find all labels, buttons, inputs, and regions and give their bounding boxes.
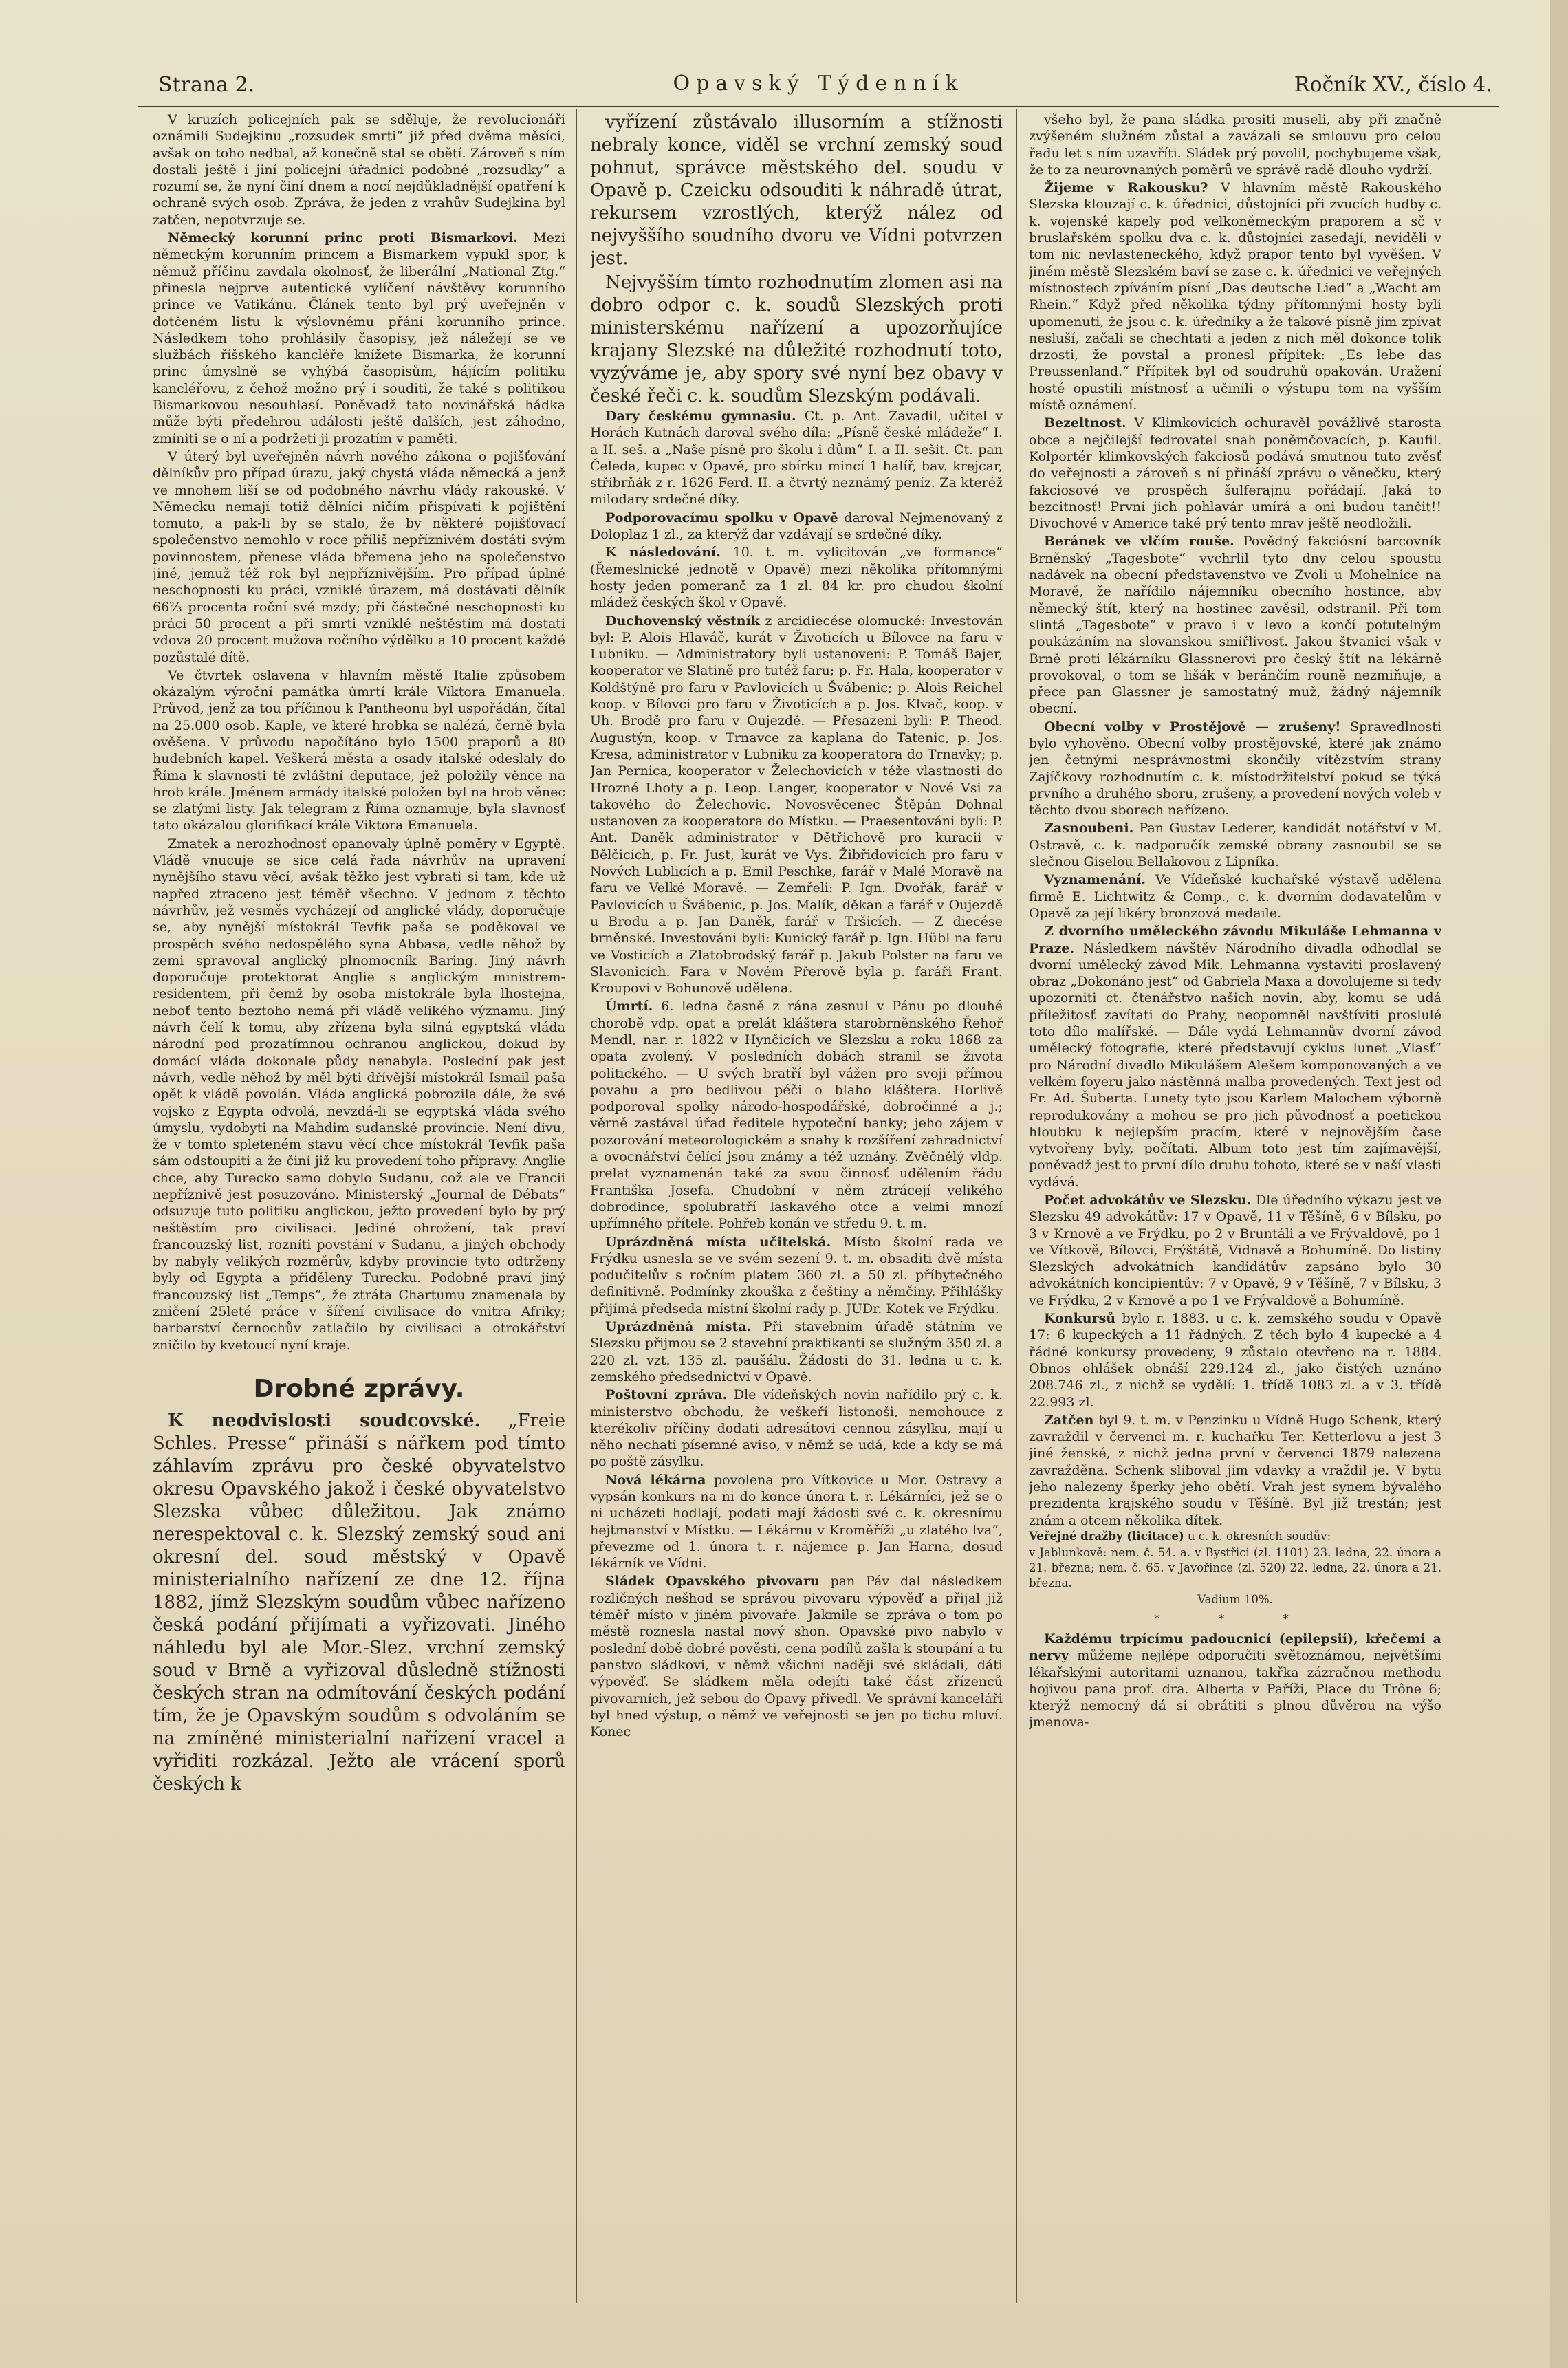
article-heading: Konkursů [1044, 1311, 1116, 1327]
article [1029, 923, 1441, 1191]
article [590, 408, 1003, 508]
notices [1029, 1529, 1441, 1627]
article-heading: Uprázdněná místa. [605, 1319, 752, 1335]
article-text: V Klimkovicích ochuravěl povážlivě starosta obce a nejčilejší fedrovatel snah poněmčovacích, p. Kaufil. Kolportér klimkovských fakciosů podává smutnou tuto zvěsť do veřejnosti a zároveň s ní přináší zprávu o věnečku, který fakciosové ve prospěch šulferajnu pořádají. Jaká to bezcitnosť! První jich pohlavár umírá a oni budou tančit!! Divochové v Americe také prý tento mrav ještě neodložili. [1029, 415, 1441, 532]
column-1-big-article [153, 1410, 565, 1796]
article-heading: Německý korunní princ proti Bismarkovi. [168, 230, 518, 246]
article-text: Dle úředního výkazu jest ve Slezsku 49 advokátův: 17 v Opavě, 11 v Těšíně, 6 v Bílsku, po 3 v Krnově a ve Frýdku, po 2 v Bruntáli a ve Frývaldově, po 1 ve Vítkově, Bílovci, Frýštátě, Vidnavě a Bohumíně. Do listiny Slezských advokátních kandidátův zapsáno bylo 30 advokátních koncipientův: 7 v Opavě, 9 v Těšíně, 7 v Bílsku, 3 ve Frýdku, 2 v Krnově a po 1 ve Frývaldově a Bohumíně. [1029, 1193, 1441, 1308]
article-heading: K následování. [605, 545, 721, 561]
article-heading: K neodvislosti soudcovské. [168, 1411, 481, 1432]
section-title: Drobné zprávy. [253, 1374, 465, 1403]
article-text: Následkem návštěv Národního divadla odhodlal se dvorní umělecký závod Mik. Lehmanna vystaviti proslavený obraz „Dokonáno jest“ od Gabriela Maxa a dovolujeme si tedy upozorniti ct. čtenářstvo našich novin, aby, komu se udá příležitosť zavítati do Prahy, neopomněl navštíviti proslulé toto dílo malířské. — Dále vydá Lehmannův dvorní závod umělecký fotografie, které představují cyklus lunet „Vlasť“ pro Národní divadlo Mikulášem Alešem komponovaných a ve velkém foyeru jako nástěnná malba provedených. Text jest od Fr. Ad. Šuberta. Lunety tyto jsou Karlem Malochem výborně reprodukovány a mohou se pro jich původnosť a poetickou hloubku k nejlepším pracím, které v nejnovějším čase vytvořeny byly, počítati. Album toto jest tím zajímavější, poněvadž jest to první dílo druhu tohoto, které se v naší vlasti vydává. [1029, 940, 1441, 1190]
article-text: Mezi německým korunním princem a Bismarkem vypukl spor, k němuž příčinu zavdala okolnosť, že liberální „National Ztg.“ přinesla nejprve autentické vylíčení návštěvy korunního prince ve Vatikánu. Článek tento byl prý uveřejněn v dotčeném listu k výslovnému přání korunního prince. Následkem toho prohlásily časopisy, jež náležejí se ve službách říšského kancléře knížete Bismarka, že korunní princ úmyslně se vyhýbá časopisům, hájícím politiku kancléřovu, z čehož možno prý i souditi, že také s politikou Bismarkovou nesouhlasí. Poněvadž tato novinářská hádka může býti předehrou události ještě dalších, jest záhodno, zmíniti se o ní a podržeti ji prozatím v paměti. [153, 230, 565, 446]
article-text: Spravedlnosti bylo vyhověno. Obecní volby prostějovské, které jak známo jen četnými nesprávnostmi skončily vítězstvím strany Zajíčkovy rozhodnutím c. k. místodržitelství pokud se týká prvního a druhého sboru, zrušeny, a provedení nových voleb v těchto dvou sborech nařízeno. [1029, 719, 1441, 818]
column-1 [153, 111, 565, 2285]
article [590, 998, 1003, 1232]
article-text: „Freie Schles. Presse“ přináší s nářkem pod tímto záhlavím zprávu pro české obyvatelstvo okresu Opavského jakož i české obyvatelstvo Slezska vůbec důležitou. Jak známo nerespektoval c. k. Slezský zemský soud ani okresní del. soud městský v Opavě ministerialního nařízení ze dne 12. října 1882, jímž Slezským soudům vůbec nařízeno česká podání přijímati a vyřizovati. Jiného náhledu byl ale Mor.-Slez. vrchní zemský soud v Brně a vyřizoval důsledně stížnosti českých stran na odmítování českých podání tím, že je Opavským soudům s odvoláním se na zmíněné ministerialní nařízení vracel a vyřiditi rozkázal. Ježto ale vrácení sporů českých k [153, 1411, 565, 1795]
article-text: z arcidiecése olomucké: Investován byl: P. Alois Hlaváč, kurát v Životicích u Bílovce na faru v Lubniku. — Administratory byli ustanoveni: P. Tomáš Bajer, kooperator ve Slatině pro tutéž faru; p. Fr. Hala, kooperator v Koldštýně pro faru v Pavlovicích u Švábenic; p. Alois Reichel koop. v Bílovci pro faru v Životicích a p. Jos. Klvač, koop. v Uh. Brodě pro faru v Oujezdě. — Přesazeni byli: P. Theod. Augustýn, koop. v Trnavce za kaplana do Tatenic, p. Jos. Kresa, administrator v Lubniku za kooperatora do Trnavky; p. Jan Pernica, kooperator v Želechovicích v téže vlastnosti do Hrozné Lhoty a p. Leop. Langer, kooperator v Nové Vsi za takového do Želechovic. Novosvěcenec Štěpán Dohnal ustanoven za kooperatora do Místku. — Praesentováni byli: P. Ant. Daněk administrator v Dětřichově pro kuracii v Bělčicích, p. Fr. Just, kurát ve Vys. Žibřidovicích pro faru v Nových Lublicích a p. Emil Peschke, farář v Malé Moravě na faru ve Velké Moravě. — Zemřeli: P. Ign. Dvořák, farář v Pavlovicích u Švábenic, p. Jos. Malík, děkan a farář v Oujezdě u Brodu a p. Jan Daněk, farář v Tršicích. — Z diecése brněnské. Investováni byli: Kunický farář p. Ign. Hübl na faru ve Vosticích a Zlatobrodský farář p. Jakub Polster na faru ve Slavonicích. Fara v Novém Přerově byla p. faráři Frant. Kroupovi v Bohunově udělena. [590, 613, 1003, 997]
article-heading: Zatčen [1044, 1412, 1094, 1428]
article [153, 230, 565, 447]
advert-heading: Každému trpícímu padoucnicí (epilepsií), křečemi a nervy [1029, 1631, 1441, 1664]
article-text: Ve čtvrtek oslavena v hlavním městě Italie způsobem okázalým výroční památka úmrtí krále Viktora Emanuela. Průvod, jenž za tou příčinou k Pantheonu byl uspořádán, čítal na 25.000 osob. Kaple, ve které hrobka se nalézá, černě byla ověšena. V průvodu napočítáno bylo 1500 praporů a 80 hudebních kapel. Veškerá města a osady italské odeslaly do Říma k slavnosti té zvláštní deputace, jež položily věnce na hrob krále. Jménem armády italské položen byl na hrob věnec se zlatými listy. Jak telegram z Říma oznamuje, byla slavnosť tato okázalou glorifikací krále Viktora Emanuela. [153, 667, 565, 834]
header-rule [138, 105, 1499, 107]
article [1029, 1412, 1441, 1529]
article [590, 1234, 1003, 1317]
article [590, 272, 1003, 408]
article-heading: Duchovenský věstník [605, 613, 760, 629]
article [590, 510, 1003, 543]
article-text: 10. t. m. vylicitován „ve formance“ (Řemeslnické jednotě v Opavě) mezi několika přítomnými hosty jeden pomeranč za 1 zl. 84 kr. pro chudou školní mládež českých škol v Opavě. [590, 545, 1003, 611]
auction-line: v Jablunkově: nem. č. 54. a. v Bystřici (zl. 1101) 23. ledna, 22. února a 21. března; nem. č. 65. v Javořince (zl. 520) 22. ledna, 22. února a 21. března. [1029, 1545, 1441, 1589]
article-text: Pan Gustav Lederer, kandidát notářství v M. Ostravě, c. k. nadporučík zemské obrany zasnoubil se se slečnou Giselou Bellakovou z Lipníka. [1029, 821, 1441, 870]
auction-line: Vadium 10%. [1197, 1592, 1273, 1606]
article-text: V hlavním městě Rakouského Slezska klouzají c. k. úřednici, důstojníci při zvucích hudby c. k. vojenské kapely pod velkoněmeckým praporem a sč v bruslařském spolku dva c. k. důstojníci zasedají, neviděli v tom nic nevlasteneckého, když prapor tento byl vyvěšen. V jiném městě Slezském baví se zase c. k. úřednici ve veřejných místnostech zpíváním písní „Das deutsche Lied“ a „Wacht am Rhein.“ Když před několika týdny přítomnými hosty byli upomenuti, že jsou c. k. úředníky a že takové písně jim zpívat nesluší, začali se chechtati a jeden z nich měl dokonce tolik drzosti, že povstal a pronesl přípitek: „Es lebe das Preussenland.“ Přípitek byl od soudruhů opakován. Uražení hosté opustili místnosť a učinili o výstupu tom na vyšším místě oznámení. [1029, 180, 1441, 413]
article [590, 544, 1003, 611]
auction-notice [1029, 1529, 1441, 1544]
article [590, 1387, 1003, 1470]
article [153, 1410, 565, 1796]
article-heading: Nová lékárna [605, 1472, 706, 1488]
article-text: Místo školní rada ve Frýdku usnesla se ve svém sezení 9. t. m. obsaditi dvě místa podučitelův s ročním platem 360 zl. a 50 zl. příbytečného definitivně. Podmínky zkouška z češtiny a němčiny. Přihlášky přijímá předseda místní školní rady p. JUDr. Kotek ve Frýdku. [590, 1234, 1003, 1316]
article-text: povolena pro Vítkovice u Mor. Ostravy a vypsán konkurs na ni do konce února t. r. Lékárníci, jež se o ni ucházeti hodlají, podati mají žádosti své c. k. okresnímu hejtmanství v Místku. — Lékárnu v Kroměříži „u zlatého lva“, převezme od 1. února t. r. nájemce p. Jan Harna, dosud lékárník ve Vídni. [590, 1472, 1003, 1572]
article-heading: Počet advokátův ve Slezsku. [1044, 1193, 1252, 1208]
column-3 [1029, 111, 1441, 2285]
article-heading: Uprázdněná místa učitelská. [605, 1234, 831, 1250]
article-heading: Poštovní zpráva. [605, 1387, 728, 1403]
newspaper-title: Opavský Týdenník [673, 72, 964, 96]
article [153, 448, 565, 666]
article-heading: Žijeme v Rakousku? [1044, 180, 1208, 196]
article-heading: Úmrtí. [605, 999, 653, 1014]
column-2 [590, 111, 1003, 2285]
page-edge [1550, 0, 1568, 2368]
article [1029, 415, 1441, 532]
page-number: Strana 2. [158, 73, 255, 97]
article [153, 667, 565, 834]
advert-text: můžeme nejlépe odporučiti světoznámou, největšími lékařskými autoritami uznanou, takřka zázračnou methodu hojivou pana prof. dra. Alberta v Paříži, Place du Trône 6; kterýž nemocný dá si obrátiti s plnou důvěrou na výšo jmenova- [1029, 1648, 1441, 1730]
article-heading: Z dvorního uměleckého závodu Mikuláše Lehmanna v Praze. [1029, 924, 1441, 956]
article-heading: Vyznamenání. [1044, 872, 1146, 888]
article [590, 111, 1003, 270]
article-heading: Sládek Opavského pivovaru [605, 1574, 820, 1589]
article-text: daroval Nejmenovaný z Doloplaz 1 zl., za kterýž dar vzdávají se srdečné díky. [590, 510, 1003, 543]
article-heading: Podporovacímu spolku v Opavě [605, 510, 838, 525]
column-3-articles [1029, 111, 1441, 1529]
auction-intro: u c. k. okresních soudův: [1187, 1529, 1331, 1543]
column-1-articles [153, 111, 565, 1354]
article-heading: Beránek ve vlčím rouše. [1044, 534, 1234, 550]
page-header [138, 66, 1499, 105]
article [153, 111, 565, 228]
article [1029, 1310, 1441, 1411]
article-text: Nejvyšším tímto rozhodnutím zlomen asi na dobro odpor c. k. soudů Slezských proti ministerskému nařízení a upozorňujíce krajany Slezské na důležité rozhodnutí toto, vyzýváme je, aby spory své nyní bez obavy v české řeči c. k. soudům Slezským podávali. [590, 272, 1003, 406]
column-2-big-article [590, 111, 1003, 408]
article [1029, 719, 1441, 819]
article-text: Povědný fakciósní barcovník Brněnský „Tagesbote“ vychrlil tyto dny celou spoustu nadávek na obecní představenstvo ve Zvoli u Mohelnice na Moravě, že nařídilo nájemníku obecního hostince, aby německý štít, který na hostinec zavěsil, odstranil. Při tom slintá „Tagesbote“ v pravo i v levo a končí potutelným poukázáním na slovanskou smířlivosť. Jakou štvanici však v Brně proti lékárníku Glassnerovi pro český štít na lékárně provokoval, o tom se lišák v beránčím rouně nezmiňuje, a přece pan Glassner je samostatný muž, žádný nájemník obecní. [1029, 534, 1441, 717]
article-heading: Zasnoubeni. [1044, 821, 1134, 836]
article [590, 1573, 1003, 1740]
article [1029, 820, 1441, 870]
article-text: Dle vídeňských novin nařídilo prý c. k. ministerstvo obchodu, že veškeří listonoši, nemohouce z kterékoliv příčiny dodati adresátovi cennou zásylku, mají u něho nechati písemné aviso, v němž se udá, kde a kdy se má po poště zásylku. [590, 1387, 1003, 1470]
column-2-articles [590, 408, 1003, 1740]
article-text: vyřízení zůstávalo illusorním a stížnosti nebraly konce, viděl se vrchní zemský soud pohnut, správce městského del. soudu v Opavě p. Czeicku odsouditi k náhradě útrat, rekursem vzrostlých, kterýž nález od nejvyššího soudního dvoru ve Vídni potvrzen jest. [590, 112, 1003, 269]
auction-heading: Veřejné dražby (licitace) [1029, 1529, 1184, 1543]
article [590, 1472, 1003, 1572]
article [1029, 111, 1441, 178]
volume-issue: Ročník XV., číslo 4. [1294, 73, 1492, 97]
separator-stars: * * * [1154, 1611, 1316, 1625]
article-text: Ve Vídeňské kuchařské výstavě udělena firmě E. Lichtwitz & Comp., c. k. dvorním dodavatelům v Opavě za její likéry bronzová medaile. [1029, 872, 1441, 921]
article-heading: Dary českému gymnasiu. [605, 409, 796, 424]
article-text: Ct. p. Ant. Zavadil, učitel v Horách Kutnách daroval svého díla: „Písně české mládeže“ I. a II. seš. a „Naše písně pro školu i dům“ I. a II. sešit. Ct. pan Čeleda, kupec v Opavě, pro sbírku mincí 1 halíř, bav. krejcar, stříbrňák z r. 1626 Ferd. II. a čtvrtý neznámý peníz. Za kteréž milodary srdečné díky. [590, 409, 1003, 508]
article [1029, 1192, 1441, 1309]
article-text: pan Páv dal následkem rozličných nešhod se správou pivovaru výpověď a přijal již téměř místo v jiném pivovaře. Jakmile se zpráva o tom po městě roznesla nastal nový shon. Opavské pivo nabylo v poslední době dobré pověsti, cena podílů zašla k stoupání a tu panstvo sládkovi, v němž všichni naději své skládali, dáti výpověď. Se sládkem měla odejíti také část zřízenců pivovarních, jež sebou do Opavy přivedl. Ve správní kanceláři byl hned výstup, o němž ve veřejnosti se jen po tichu mluví. Konec [590, 1574, 1003, 1740]
column-divider [576, 109, 577, 2303]
article-text: V úterý byl uveřejněn návrh nového zákona o pojišťování dělníkův pro případ úrazu, jaký chystá vláda německá a jenž ve mnohem liší se od podobného návrhu vlády rakouské. V Německu nemají totiž dělníci ničím přispívati k pojištění tomuto, a pak-li by se stalo, že by některé pojišťovací společenstvo nemohlo v roce příliš nepříznivém dostáti svým povinnostem, přenese vláda břemena jeho na společenstvo jiné, jemuž též rok byl nejpříznivějším. Pro případ úplné neschopnosti ku práci, vzniklé úrazem, má dostávati dělník 66⅔ procenta roční své mzdy; při částečné neschopnosti ku práci 50 procent a při smrti vzniklé neštěstím má dostati vdova 20 procent mužova ročního výdělku a 10 procent každé pozůstalé dítě. [153, 448, 565, 665]
article-text: 6. ledna časně z rána zesnul v Pánu po dlouhé chorobě vdp. opat a prelát kláštera starobrněnského Řehoř Mendl, nar. r. 1822 v Hynčicích ve Slezsku a roku 1868 za opata zvolený. V posledních dobách stranil se života politického. — U svých bratří byl vážen pro svoji přímou povahu a pro bedlivou péči o blaho kláštera. Horlivě podporoval spolky národo-hospodářské, dobročinné a j.; věrně zastával úřad ředitele hypoteční banky; jeho zájem v pozorování meteorologickém a snahy k rozšíření zahradnictví a ovocnářství čelící jsou známy a též uznány. Zvěčnělý vldp. prelat vyznamenán také za svou činnosť udělením řádu Františka Josefa. Chudobní v něm ztrácejí velikého dobrodince, spolubratří laskavého otce a velmi mnozí upřímného přítele. Pohřeb konán ve středu 9. t. m. [590, 999, 1003, 1232]
article-heading: Obecní volby v Prostějově — zrušeny! [1044, 719, 1341, 735]
article [590, 1318, 1003, 1385]
article-text: V kruzích policejních pak se sděluje, že revolucionáři oznámili Sudejkinu „rozsudek smrti“ již před dvěma měsíci, avšak on toho nedbal, až konečně stal se obětí. Zároveň s ním dostali ještě i jiní policejní úřadníci podobné „rozsudky“ a rozumí se, že nyní činí dnem a nocí nejdůkladnější opatření k ochraně svých osob. Zpráva, že jeden z vrahův Sudejkina byl zatčen, nepotvrzuje se. [153, 112, 565, 228]
article-text: Zmatek a nerozhodnosť opanovaly úplně poměry v Egyptě. Vládě vnucuje se sice celá řada návrhův na upravení nynějšího stavu věcí, avšak těžko jest vybrati si tam, kde už napřed ztraceno jest téměř všechno. V jednom z těchto návrhův, jež vesměs vycházejí od anglické vlády, doporučuje se, aby nynější místokrál Tevfik paša se poděkoval ve prospěch svého nedospělého syna Abbasa, vedle něhož by zemi spravoval anglický plnomocník Baring. Jiný návrh doporučuje protektorat Anglie s anglickým ministrem-residentem, při čemž by osoba místokrále byla lhostejna, neboť tento beztoho nemá při vládě velikého významu. Jiný návrh čelí k tomu, aby zřízena byla silná egyptská vláda národní pod prozatímnou ochranou anglickou, dokud by domácí vláda dokonale půdy nenabyla. Poslední pak jest návrh, vedle něhož by měl býti dřívější místokrál Ismail paša opět k vládě povolán. Vláda anglická pobrozila dále, že své vojsko z Egypta odvolá, nevzdá-li se egyptská vláda svého úmyslu, vydobyti na Mahdim sudanské provincie. Není divu, že v tomto spleteném stavu věcí chce místokrál Tevfik paša sám odstoupiti a že činí již ku provedení toho přípravy. Anglie chce, aby Turecko samo dobylo Sudanu, což ale ve Francii nepříznivě jest posuzováno. Ministerský „Journal de Débats“ odsuzuje tuto politiku anglickou, ježto provedení bylo by prý neštěstím pro civilisaci. Jediné ohrožení, tak praví francouzský list, rozníti povstání v Sudanu, a jiných obchody by nabyly velikých rozměrův, kdyby provincie tyto odtrženy byly od Egypta a přiděleny Turecku. Podobně praví jiný francouzský list „Temps“, že ztráta Chartumu znamenala by zničení 25leté práce v šíření civilisace do vnitra Afriky; barbarství černochův zatlačilo by civilisaci a otrokářství zničilo by kvetoucí nyní kraje. [153, 836, 565, 1353]
article-heading: Bezeltnost. [1044, 415, 1126, 431]
article-text: všeho byl, že pana sládka prositi museli, aby při značně zvýšeném služném zůstal a zavázali se smlouvu pro celou řadu let s ním uzavříti. Sládek prý povolil, pochybujeme však, že to za neurovnaných poměrů ve správě radě dlouho vydrží. [1029, 112, 1441, 177]
article-text: byl 9. t. m. v Penzinku u Vídně Hugo Schenk, který zavraždil v červenci m. r. kuchařku Ter. Ketterlovu a jest 3 jiné ženské, z nichž jedna první v červenci 1879 nalezena zavražděna. Schenk sliboval jim vdavky a vraždil je. V bytu jeho nalezeny šperky jeho obětí. Vrah jest synem bývalého prezidenta krajského soudu v Těšíně. Byl již trestán; jest znám a otcem několika dítek. [1029, 1412, 1441, 1528]
article [1029, 180, 1441, 413]
article [1029, 871, 1441, 922]
article [153, 836, 565, 1354]
epilepsy-advert [1029, 1631, 1441, 1731]
column-divider [1016, 109, 1017, 2303]
article [590, 613, 1003, 997]
article-text: bylo r. 1883. u c. k. zemského soudu v Opavě 17: 6 kupeckých a 11 řádných. Z těch bylo 4 kupecké a 4 řádné konkursy provedeny, 9 zůstalo otevřeno na r. 1884. Obnos ohlášek obnáší 229.124 zl., jako čistých uznáno 208.746 zl., z nichž se vydělí: 1. třídě 1083 zl. a v 3. třídě 22.993 zl. [1029, 1311, 1441, 1410]
article-text: Při stavebním úřadě státním ve Slezsku přijmou se 2 stavební praktikanti se služným 350 zl. a 220 zl. vzt. 135 zl. paušálu. Žádosti do 31. ledna u c. k. zemského předsednictví v Opavě. [590, 1319, 1003, 1384]
article [1029, 533, 1441, 717]
